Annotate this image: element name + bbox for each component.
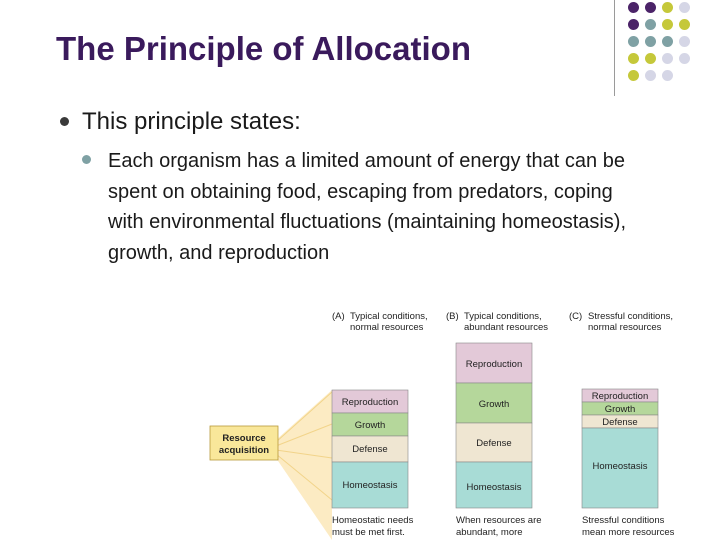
bar-c-homeostasis-label: Homeostasis <box>592 461 648 472</box>
bar-b-defense-label: Defense <box>476 438 512 449</box>
decor-dot <box>679 36 690 47</box>
resource-label-line1: Resource <box>222 433 266 444</box>
header-c-line1: Stressful conditions, <box>588 311 674 322</box>
bar-b-homeostasis-label: Homeostasis <box>466 482 522 493</box>
decor-dot <box>628 53 639 64</box>
decor-dot <box>662 19 673 30</box>
decorative-divider <box>614 0 615 96</box>
resource-label-line2: acquisition <box>218 445 270 456</box>
decor-dot <box>679 2 690 13</box>
bar-a-homeostasis-label: Homeostasis <box>342 480 398 491</box>
decor-dot <box>628 19 639 30</box>
bar-b-growth-label: Growth <box>478 399 510 410</box>
decor-dot <box>645 19 656 30</box>
bullet-text-level1: This principle states: <box>82 108 301 135</box>
header-c-line2: normal resources <box>588 322 662 333</box>
decor-dot <box>662 36 673 47</box>
decor-dot <box>645 70 656 81</box>
bar-a-defense-label: Defense <box>352 444 388 455</box>
caption-c-line2: mean more resources <box>582 527 675 538</box>
header-a-line1: Typical conditions, <box>350 311 428 322</box>
decor-dot <box>662 2 673 13</box>
caption-b-line1: When resources are <box>456 515 542 526</box>
decor-dot <box>628 70 639 81</box>
decor-dot <box>628 36 639 47</box>
decor-dot <box>645 36 656 47</box>
decor-dot <box>645 53 656 64</box>
decorative-dot-grid <box>0 0 720 100</box>
caption-b-line2: abundant, more <box>456 527 523 538</box>
allocation-figure <box>200 300 720 540</box>
header-a-letter: (A) <box>332 311 345 322</box>
caption-a-line2: must be met first. <box>332 527 405 538</box>
bullet-dot <box>60 117 69 126</box>
bar-b-reproduction-label: Reproduction <box>465 359 523 370</box>
decor-dot <box>662 53 673 64</box>
header-b-line2: abundant resources <box>464 322 548 333</box>
bar-a-growth-label: Growth <box>354 420 386 431</box>
decor-dot <box>628 2 639 13</box>
bullet-text-level2: Each organism has a limited amount of energy that can be spent on obtaining food, escaping from predators, coping with environmental fluctuations (maintaining homeostasis), growth, and reproduction <box>108 150 627 264</box>
decor-dot <box>679 19 690 30</box>
sub-bullet-dot <box>82 155 91 164</box>
slide-title: The Principle of Allocation <box>56 30 471 67</box>
decor-dot <box>645 2 656 13</box>
header-b-letter: (B) <box>446 311 459 322</box>
header-c-letter: (C) <box>569 311 583 322</box>
decor-dot <box>679 53 690 64</box>
bar-c-defense-label: Defense <box>602 417 638 428</box>
bar-a-reproduction-label: Reproduction <box>341 397 399 408</box>
decor-dot <box>662 70 673 81</box>
allocation-fan <box>276 390 332 540</box>
caption-a-line1: Homeostatic needs <box>332 515 414 526</box>
caption-c-line1: Stressful conditions <box>582 515 665 526</box>
header-a-line2: normal resources <box>350 322 424 333</box>
bar-c-growth-label: Growth <box>604 404 636 415</box>
bar-c-reproduction-label: Reproduction <box>591 391 649 402</box>
header-b-line1: Typical conditions, <box>464 311 542 322</box>
